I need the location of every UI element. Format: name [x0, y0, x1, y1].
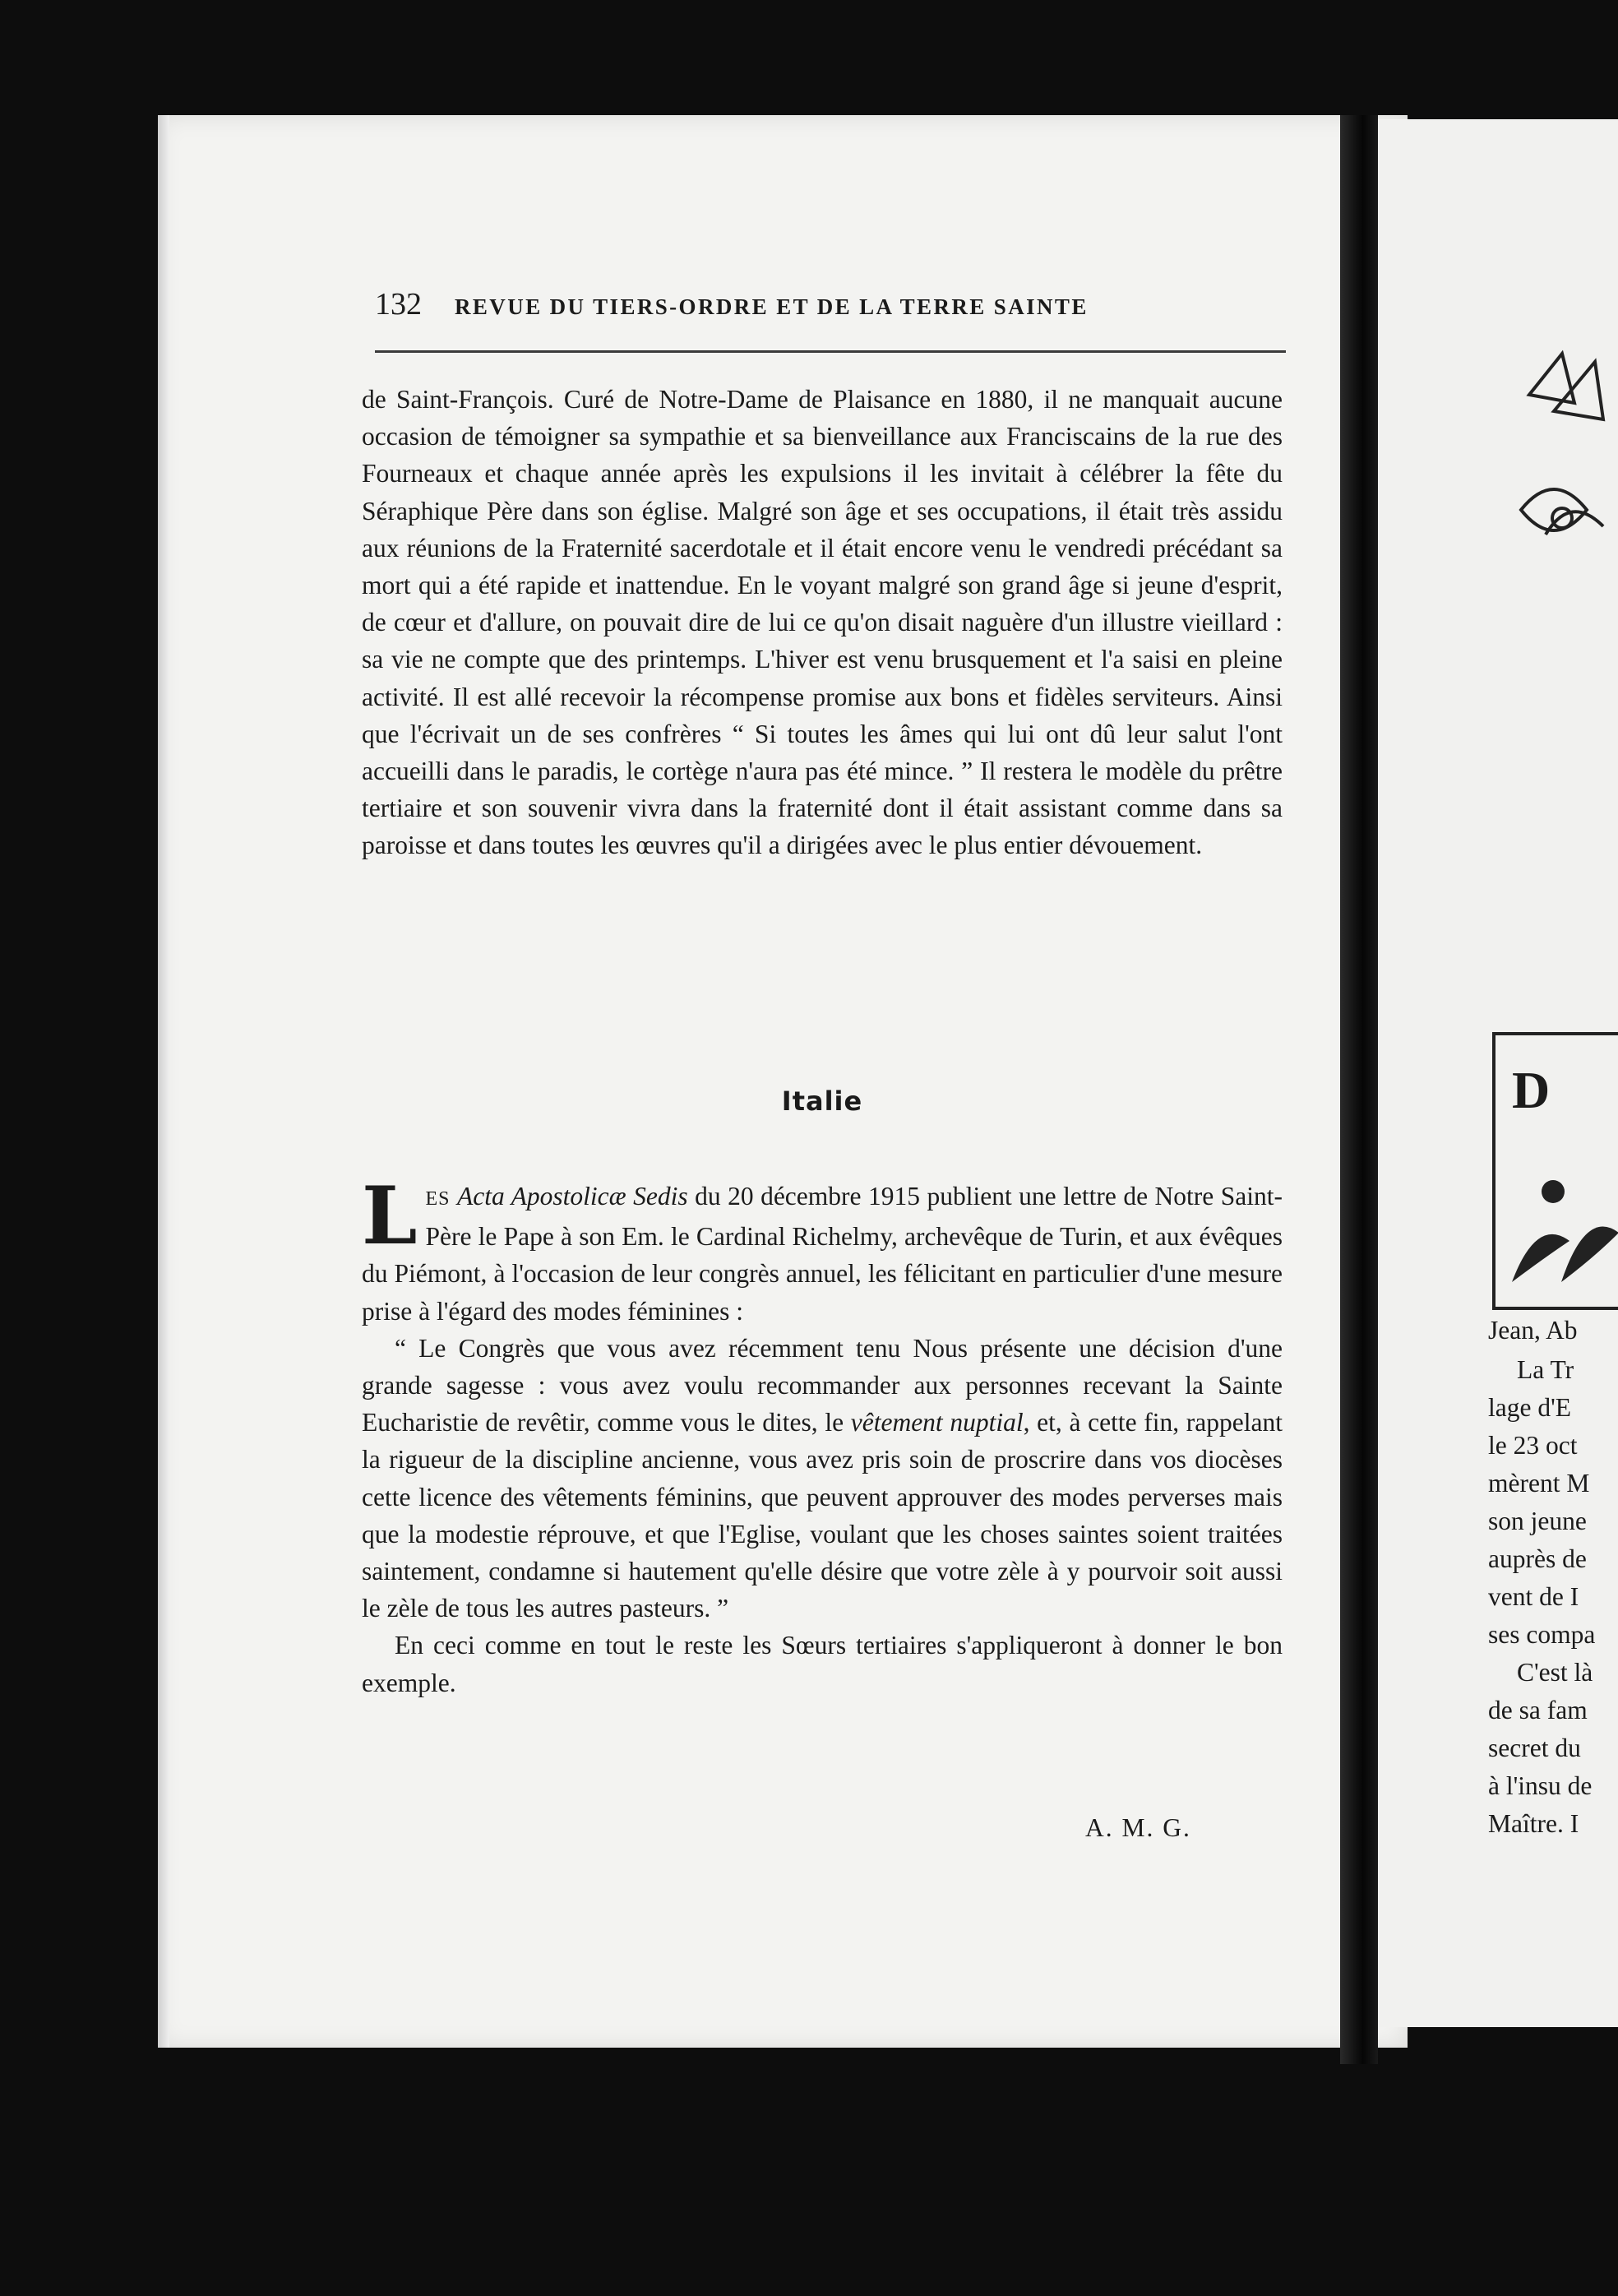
ornamental-initial-frame: [1492, 1032, 1618, 1310]
section-heading: Italie: [781, 1086, 863, 1117]
facing-line: auprès de: [1488, 1544, 1587, 1573]
quote-text-1: “ Le Congrès que vous avez récemment tenu Nous présente une décision d'une grande sagesse : vous avez voulu recommander aux personnes recevant la Sainte Eucharistie de revêtir, comme vous le dites, le: [362, 1333, 1283, 1437]
paragraph-obituary: [362, 381, 1283, 864]
running-title: REVUE DU TIERS-ORDRE ET DE LA TERRE SAINTE: [455, 294, 1089, 319]
header-rule: [375, 350, 1286, 353]
intro-paragraph: [362, 1169, 1283, 1330]
facing-line: Maître. I: [1488, 1809, 1579, 1838]
quote-paragraph: [362, 1330, 1283, 1627]
smallcaps-lead: ES: [425, 1188, 451, 1210]
facing-line: le 23 oct: [1488, 1431, 1578, 1460]
running-header: [375, 286, 1286, 327]
closing-paragraph: En ceci comme en tout le reste les Sœurs tertiaires s'appliqueront à donner le bon exemple.: [362, 1631, 1283, 1697]
facing-line: La Tr: [1517, 1355, 1574, 1384]
quote-italic: vêtement nuptial: [850, 1408, 1024, 1437]
section-italie-body: [362, 1169, 1283, 1701]
page-edge: [158, 115, 169, 2048]
quote-text-2: , et, à cette fin, rappelant la rigueur de la discipline ancienne, vous avez pris soin de proscrire dans vos diocèses cette licence des vêtements féminins, que peuvent approuver des modes perverses mais que la modestie réprouve, et que l'Eglise, voulant que les choses saintes soient traitées saintement, condamne si hautement qu'elle désire que votre zèle à y pourvoir soit aussi le zèle de tous les autres pasteurs. ”: [362, 1408, 1283, 1623]
facing-line: C'est là: [1517, 1658, 1593, 1687]
drop-cap: L: [362, 1169, 418, 1262]
author-signature: A. M. G.: [1085, 1813, 1191, 1842]
facing-line: Jean, Ab: [1488, 1316, 1578, 1345]
facing-line: lage d'E: [1488, 1393, 1572, 1422]
intro-text: du 20 décembre 1915 publient une lettre de Notre Saint-Père le Pape à son Em. le Cardinal Richelmy, archevêque de Turin, et aux évêques du Piémont, à l'occasion de leur congrès annuel, les félicitant en particulier d'une mesure prise à l'égard des modes féminines :: [362, 1182, 1283, 1326]
facing-line: son jeune: [1488, 1507, 1587, 1535]
facing-drop-cap: D: [1512, 1061, 1551, 1119]
facing-line: de sa fam: [1488, 1696, 1588, 1724]
facing-line: ses compa: [1488, 1620, 1596, 1649]
leaf-ornament-icon: [1504, 1142, 1618, 1290]
publication-title: Acta Apostolicæ Sedis: [457, 1182, 688, 1210]
page-number: 132: [375, 287, 422, 322]
facing-line: à l'insu de: [1488, 1771, 1593, 1800]
facing-line: secret du: [1488, 1734, 1581, 1762]
paragraph-text: de Saint-François. Curé de Notre-Dame de Plaisance en 1880, il ne manquait aucune occasion de témoigner sa sympathie et sa bienveillance aux Franciscains de la rue des Fourneaux et chaque année après les expulsions il les invitait à célébrer la fête du Séraphique Père dans son église. Malgré son âge et ses occupations, il était très assidu aux réunions de la Fraternité sacerdotale et il était encore venu le vendredi précédant sa mort qui a été rapide et inattendue. En le voyant malgré son grand âge si jeune d'esprit, de cœur et d'allure, on pouvait dire de lui ce qu'on disait naguère d'un illustre vieillard : sa vie ne compte que des printemps. L'hiver est venu brusquement et l'a saisi en pleine activité. Il est allé recevoir la récompense promise aux bons et fidèles serviteurs. Ainsi que l'écrivait un de ses confrères “ Si toutes les âmes qui lui ont dû leur salut l'ont accueilli dans le paradis, le cortège n'aura pas été mince. ” Il restera le modèle du prêtre tertiaire et son souvenir vivra dans la fraternité dont il était assistant comme dans sa paroisse et dans toutes les œuvres qu'il a dirigées avec le plus entier dévouement.: [362, 385, 1283, 860]
facing-line: vent de I: [1488, 1582, 1579, 1611]
flower-ornament-icon: [1513, 345, 1618, 658]
book-gutter: [1340, 115, 1378, 2064]
facing-line: mèrent M: [1488, 1469, 1590, 1497]
